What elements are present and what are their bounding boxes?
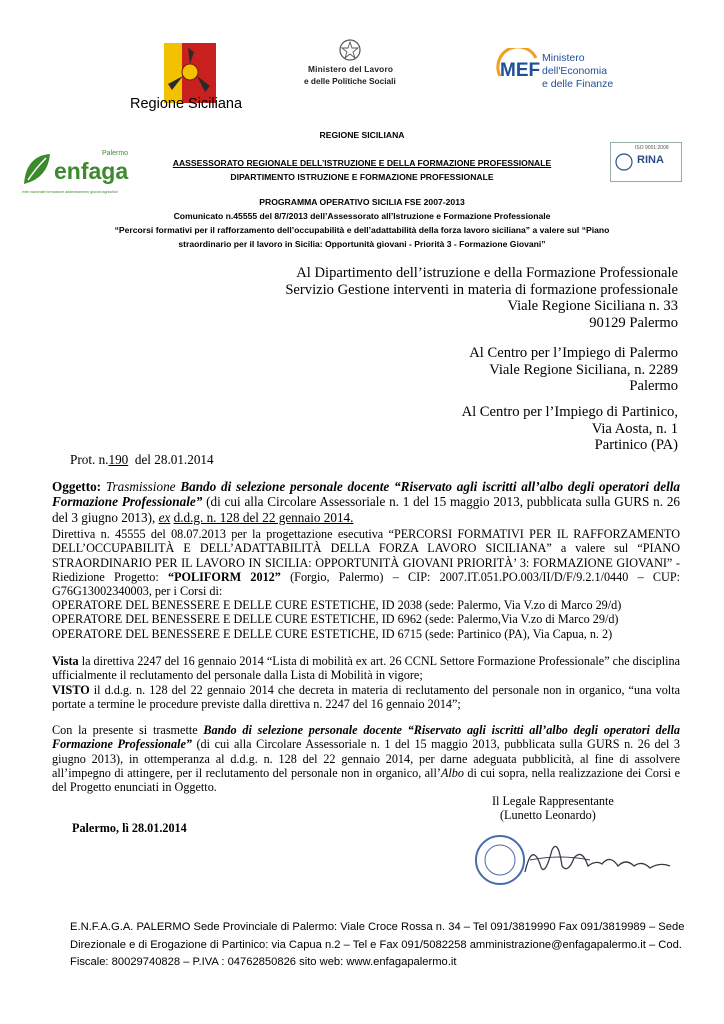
trasmissione-text-b: (di cui alla Circolare Assessoriale n. 1 del 15 maggio 2013, pubblicata sulla GURS n. 26 del 3 giugno 2013), in ottemperanza al d.d.g. n. 128 del 22 gennaio 2014, per darne adeguata pubblicità, al fine di assolvere all’impegno di attingere, per il reclutamento del personale non in organico, all’ — [52, 737, 680, 780]
header-straordinario: straordinario per il lavoro in Sicilia: Opportunità giovani - Priorità 3 - Formazione Giovani” — [178, 239, 546, 249]
mef-logo — [496, 48, 636, 98]
footer-line: Fiscale: 80029740828 – P.IVA : 04762850826 sito web: www.enfagapalermo.it — [70, 956, 457, 968]
regione-siciliana-label: Regione Siciliana — [130, 96, 243, 112]
enfaga-palermo: Palermo — [102, 150, 129, 157]
signature-name: (Lunetto Leonardo) — [500, 808, 596, 822]
direttiva-paragraph — [52, 527, 680, 598]
footer-line: Direzionale e di Erogazione di Partinico: via Capua n.2 – Tel e Fax 091/5082258 amministrazione@enfagapalermo.it – Cod. — [70, 938, 682, 951]
recipient-line: Viale Regione Siciliana n. 33 — [507, 298, 678, 314]
corsi-list — [52, 598, 692, 641]
recipient-line: 90129 Palermo — [589, 314, 678, 331]
recipient-line: Partinico (PA) — [594, 437, 678, 453]
oggetto-ex: ex — [158, 509, 171, 525]
corso-item: OPERATORE DEL BENESSERE E DELLE CURE ESTETICHE, ID 2038 (sede: Palermo, Via V.zo di Marco 29/d) — [52, 598, 622, 612]
enfaga-wordmark: enfaga — [54, 158, 129, 184]
direttiva-progetto: “POLIFORM 2012” — [168, 569, 281, 584]
mef-text-2: dell'Economia — [542, 65, 608, 77]
header-percorsi: “Percorsi formativi per il rafforzamento dell’occupabilità e dell’adattabilità della forza lavoro siciliana” a valere sul “Piano — [114, 225, 610, 235]
visto-paragraph — [52, 683, 680, 712]
corso-item: OPERATORE DEL BENESSERE E DELLE CURE ESTETICHE, ID 6715 (sede: Partinico (PA), Via Capua, n. 2) — [52, 626, 613, 641]
recipient-line: Al Dipartimento dell’istruzione e della Formazione Professionale — [296, 265, 678, 281]
protocol-prefix: Prot. n. — [70, 452, 109, 467]
recipient-line: Servizio Gestione interventi in materia di formazione professionale — [285, 281, 678, 298]
recipient-dipartimento — [218, 265, 678, 331]
trasmissione-albo: Albo — [440, 765, 464, 780]
ministero-lavoro-line1: Ministero del Lavoro — [308, 64, 394, 74]
direttiva-text-b: (Forgio, Palermo) – CIP: 2007.IT.051.PO.003/II/D/F/9.2.1/0440 – CUP: G76G13002340003, per i Corsi di: — [52, 569, 681, 599]
header-region: REGIONE SICILIANA — [319, 130, 405, 140]
protocol-line — [70, 452, 214, 468]
vista-label: Vista — [52, 654, 79, 668]
trasmissione-paragraph — [52, 723, 680, 794]
trasmissione-text-a: Con la presente si trasmette — [52, 723, 198, 737]
header-dipartimento: DIPARTIMENTO ISTRUZIONE E FORMAZIONE PROFESSIONALE — [230, 172, 494, 182]
recipient-line: Palermo — [629, 378, 678, 394]
enfaga-tagline: ente nazionale formazione addestramento giovani agricoltori — [22, 190, 119, 194]
emblem-icon — [338, 38, 362, 62]
rina-text: RINA — [637, 154, 664, 166]
header-comunicato: Comunicato n.45555 del 8/7/2013 dell’Assessorato all’Istruzione e Formazione Professionale — [173, 211, 551, 221]
vista-text: la direttiva 2247 del 16 gennaio 2014 “Lista di mobilità ex art. 26 CCNL Settore Formazione Professionale” che disciplina ufficialmente il reclutamento del personale dalla Lista di Mobilità in vigore; — [52, 654, 680, 683]
direttiva-text-a: Direttiva n. 45555 del 08.07.2013 per la progettazione esecutiva “PERCORSI FORMATIVI PER IL RAFFORZAMENTO DELL’OCCUPABILITÀ E DELL’ADATTABILITÀ DELLA FORZA LAVORO SICILIANA” a valere sul “PIANO STRAORDINARIO PER IL LAVORO IN SICILIA: OPPORTUNITÀ GIOVANI PRIORITÀ’ 3: FORMAZIONE GIOVANI” - Riedizione Progetto: — [52, 527, 680, 584]
recipient-line: Al Centro per l’Impiego di Palermo — [469, 345, 678, 361]
signature-role: Il Legale Rappresentante — [492, 794, 614, 808]
signature-stamp — [470, 830, 680, 890]
footer — [70, 919, 685, 972]
footer-line: E.N.F.A.G.A. PALERMO Sede Provinciale di Palermo: Viale Croce Rossa n. 34 – Tel 091/3819990 Fax 091/3819989 – Sede — [70, 921, 685, 933]
trasmissione-bando-title: Bando di selezione personale docente “Riservato agli iscritti all’albo degli operatori della Formazione Professionale” — [52, 723, 680, 752]
protocol-number: 190 — [108, 452, 129, 467]
corso-item: OPERATORE DEL BENESSERE E DELLE CURE ESTETICHE, ID 6962 (sede: Palermo,Via V.zo di Marco 29/d) — [52, 612, 619, 627]
vista-paragraph — [52, 654, 680, 683]
rina-cert: ISO 9001:2008 — [635, 145, 669, 151]
oggetto-paragraph — [52, 479, 680, 525]
recipient-centro-palermo — [218, 345, 678, 395]
mef-text-1: Ministero — [542, 52, 585, 64]
ministero-lavoro-logo — [300, 38, 400, 90]
place-date: Palermo, lì 28.01.2014 — [72, 821, 187, 835]
protocol-date: del 28.01.2014 — [134, 452, 214, 467]
header-assessorato: AASSESSORATO REGIONALE DELL’ISTRUZIONE E DELLA FORMAZIONE PROFESSIONALE — [172, 158, 552, 168]
mef-acronym: MEF — [500, 60, 541, 81]
ministero-lavoro-line2: e delle Politiche Sociali — [304, 76, 396, 86]
oggetto-bando-title: Bando di selezione personale docente “Riservato agli iscritti all’albo degli operatori della Formazione Professionale” — [52, 479, 681, 510]
recipient-line: Via Aosta, n. 1 — [591, 420, 678, 437]
recipient-line: Viale Regione Siciliana, n. 2289 — [489, 361, 678, 378]
oggetto-rest: (di cui alla Circolare Assessoriale n. 1 del 15 maggio 2013, pubblicata sulla GURS n. 26 del 3 giugno 2013), — [52, 494, 681, 525]
visto-label: VISTO — [52, 683, 90, 697]
trasmissione-text-c: di cui sopra, nella realizzazione dei Corsi e del Progetto enunciati in Oggetto. — [52, 765, 681, 795]
visto-text: il d.d.g. n. 128 del 22 gennaio 2014 che decreta in materia di reclutamento del personale non in organico, “una volta portate a termine le procedure previste dalla direttiva n. 2247 del 16 gennaio 2014”; — [52, 683, 680, 712]
header-programma: PROGRAMMA OPERATIVO SICILIA FSE 2007-2013 — [259, 197, 465, 207]
stamp-signature-icon — [470, 830, 680, 890]
oggetto-label: Oggetto: — [52, 479, 102, 494]
oggetto-ddg: d.d.g. n. 128 del 22 gennaio 2014. — [173, 509, 354, 525]
oggetto-trasmissione: Trasmissione — [105, 479, 176, 494]
mef-text-3: e delle Finanze — [542, 78, 614, 90]
recipient-line: Al Centro per l’Impiego di Partinico, — [461, 404, 678, 420]
recipient-centro-partinico — [218, 404, 678, 454]
